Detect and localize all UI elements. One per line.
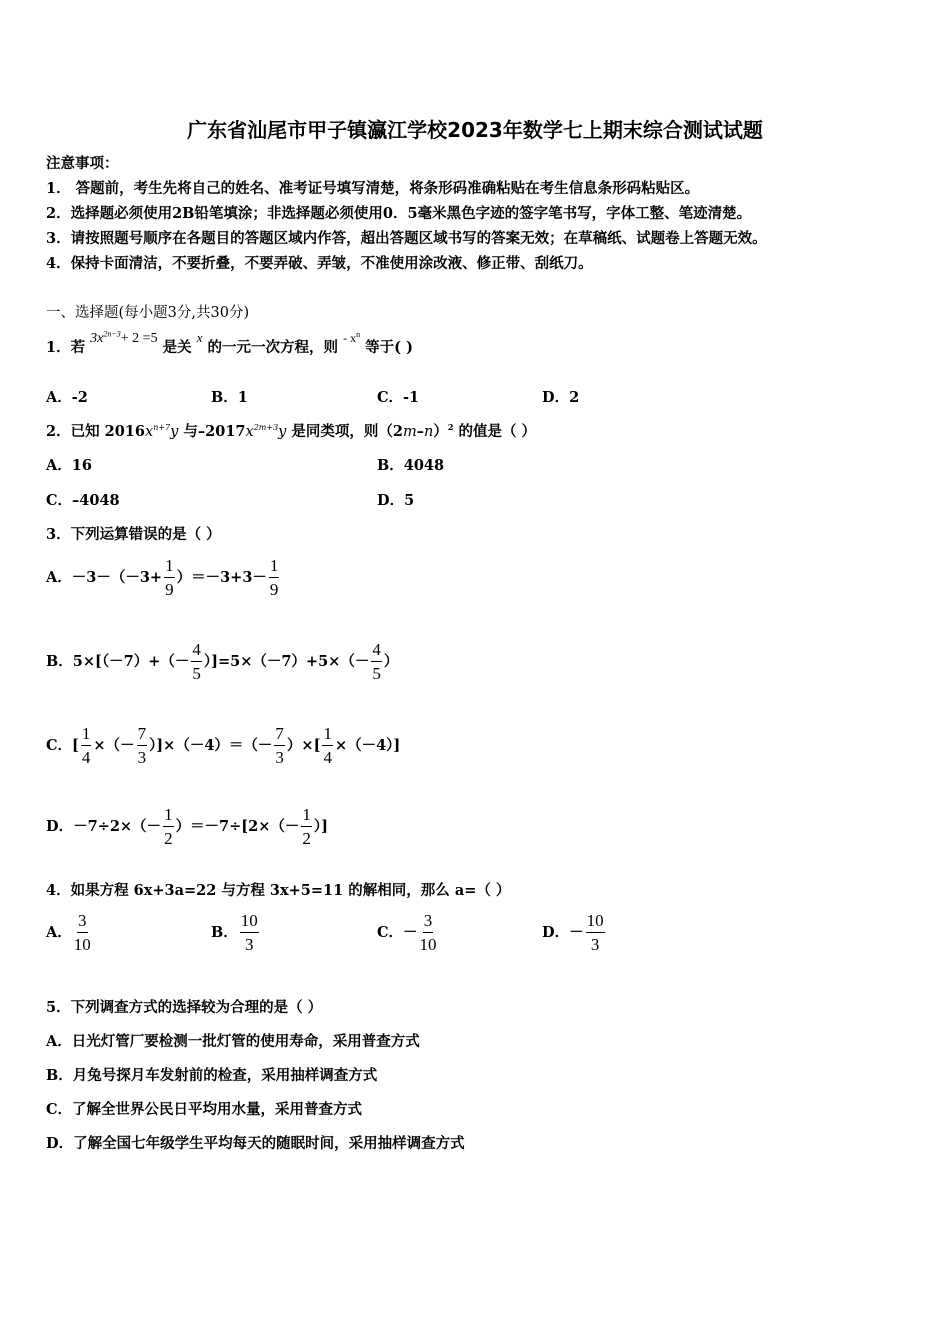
q1-option-a: A．-2 xyxy=(46,389,88,406)
notice-item-4: 4．保持卡面清洁，不要折叠，不要弄破、弄皱，不准使用涂改液、修正带、刮纸刀。 xyxy=(46,255,593,272)
fraction: $\frac{4}{5}$ xyxy=(192,640,201,683)
notice-item-2: 2．选择题必须使用2B铅笔填涂；非选择题必须使用0．5毫米黑色字迹的签字笔书写，字体工整、笔迹清楚。 xyxy=(46,205,752,222)
q1-option-c: C．-1 xyxy=(377,389,420,406)
q1-variable: x xyxy=(196,330,203,345)
q2-option-a: A．16 xyxy=(46,457,92,474)
fraction: $\frac{1}{9}$ xyxy=(269,556,279,599)
question-2: 2．已知 $2016x^{n+7}y$ 与$-2017x^{2m+3}y$ 是同类项，则$(2m-n)^2$ 的值是（ ） xyxy=(46,422,537,440)
q4-option-b: B． $\frac{10}{3}$ xyxy=(211,911,258,954)
notice-heading: 注意事项： xyxy=(46,155,119,172)
q1-equation: $3x^{2n-3}+ 2 =5$ xyxy=(90,329,158,346)
fraction: $\frac{1}{4}$ xyxy=(81,724,91,767)
notice-item-3: 3．请按照题号顺序在各题目的答题区域内作答，超出答题区域书写的答案无效；在草稿纸、试题卷上答题无效。 xyxy=(46,230,767,247)
q4-option-a: A． $\frac{3}{10}$ xyxy=(46,911,91,954)
question-4-stem: 4．如果方程 6x+3a=22 与方程 3x+5=11 的解相同，那么 a=（ ） xyxy=(46,882,511,899)
fraction: $\frac{7}{3}$ xyxy=(137,724,147,767)
q3-option-a: A．－3－（－3+ $\frac{1}{9}$ ）＝－3+3－ $\frac{1}{9}$ xyxy=(46,556,279,599)
q3-option-c: C．[ $\frac{1}{4}$ ×（－ $\frac{7}{3}$ ）]×（－4）＝（－ $\frac{7}{3}$ ）×[ $\frac{1}{4}$ ×（－4）] xyxy=(46,724,401,767)
q2-option-d: D．5 xyxy=(377,492,415,509)
q1-number: 1．若 xyxy=(46,339,86,356)
fraction: $\frac{1}{2}$ xyxy=(302,805,311,848)
q5-option-b: B．月兔号探月车发射前的检查，采用抽样调查方式 xyxy=(46,1067,378,1084)
question-3-stem: 3．下列运算错误的是（ ） xyxy=(46,526,221,543)
section-heading: 一、选择题(每小题3分,共30分) xyxy=(46,305,250,321)
q1-option-d: D．2 xyxy=(542,389,580,406)
notice-item-1: 1． 答题前，考生先将自己的姓名、准考证号填写清楚，将条形码准确粘贴在考生信息条形码粘贴区。 xyxy=(46,180,700,197)
q3-option-b: B．5×[（－7）+（－ $\frac{4}{5}$ ）]=5×（－7）+5×（－ $\frac{4}{5}$ ） xyxy=(46,640,399,683)
q2-option-c: C．–4048 xyxy=(46,492,120,509)
question-5-stem: 5．下列调查方式的选择较为合理的是（ ） xyxy=(46,999,323,1016)
fraction: $\frac{4}{5}$ xyxy=(372,640,381,683)
q4-option-c: C．－ $\frac{3}{10}$ xyxy=(377,911,437,954)
q5-option-c: C．了解全世界公民日平均用水量，采用普查方式 xyxy=(46,1101,363,1118)
q5-option-a: A．日光灯管厂要检测一批灯管的使用寿命，采用普查方式 xyxy=(46,1033,420,1050)
page-title: 广东省汕尾市甲子镇瀛江学校2023年数学七上期末综合测试试题 xyxy=(187,118,763,142)
fraction: $\frac{1}{2}$ xyxy=(164,805,173,848)
fraction: $\frac{1}{4}$ xyxy=(323,724,332,767)
q3-option-d: D．－7÷2×（－ $\frac{1}{2}$ ）＝－7÷[2×（－ $\frac{1}{2}$ ）] xyxy=(46,805,329,848)
q2-option-b: B．4048 xyxy=(377,457,445,474)
fraction: $\frac{1}{9}$ xyxy=(165,556,174,599)
fraction: $\frac{7}{3}$ xyxy=(275,724,284,767)
q1-option-b: B．1 xyxy=(211,389,248,406)
question-1: 1．若 $3x^{2n-3}+ 2 =5$ 是关 x 的一元一次方程，则 $^{- x^n}$ 等于( ) xyxy=(46,329,413,356)
q5-option-d: D．了解全国七年级学生平均每天的随眠时间，采用抽样调查方式 xyxy=(46,1135,465,1152)
q1-expression: - xn xyxy=(343,330,361,345)
q4-option-d: D．－ $\frac{10}{3}$ xyxy=(542,911,604,954)
